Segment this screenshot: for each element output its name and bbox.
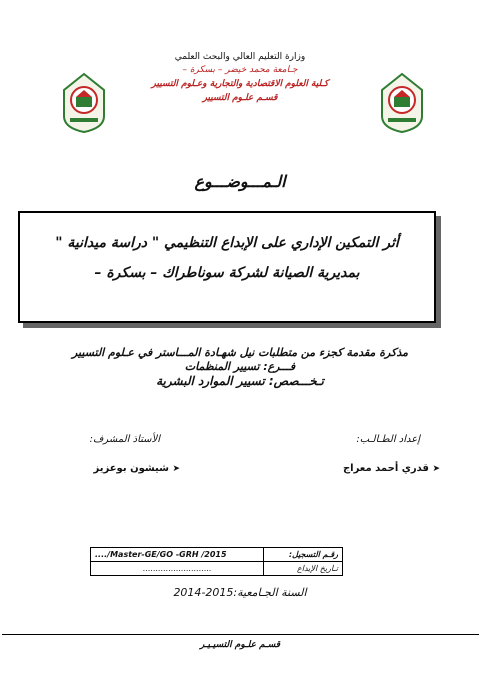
table-row: [91, 562, 343, 576]
department-line: قسـم علـوم التسيير: [202, 93, 278, 103]
registration-table: [90, 547, 343, 576]
thesis-title-line2: بمديرية الصيانة لشركة سوناطراك – بسكرة –: [94, 265, 360, 281]
registration-number: ..../Master-GE/GO -GRH /2015: [91, 548, 264, 562]
title-box: [18, 211, 436, 323]
student-name: قدري أحمد معراج: [342, 463, 429, 474]
ministry-line: وزارة التعليم العالي والبحث العلمي: [174, 52, 306, 62]
table-row: [91, 548, 343, 562]
arrow-bullet-icon: ➤: [432, 464, 440, 474]
arrow-bullet-icon: ➤: [172, 464, 180, 474]
deposit-date: ...........................: [91, 562, 264, 576]
footer-divider: [2, 634, 479, 635]
university-logo-left: [60, 72, 108, 134]
university-line: جـامعة محمد خيضر – بسكرة –: [182, 65, 298, 75]
footer-department: قسـم علـوم التسيـيـر: [199, 640, 281, 650]
supervisor-name: شيشون بوعزيز: [93, 463, 169, 474]
student-entry: [310, 463, 440, 474]
branch-line: فـــرع: تسيير المنظمات: [184, 360, 296, 373]
registration-label: رقـم التسجيل:: [264, 548, 343, 562]
supervisor-label: الأستاذ المشرف:: [89, 434, 160, 445]
faculty-line: كـلية العلوم الاقتصادية والتجارية وعـلوم التسيير: [151, 79, 329, 89]
supervisor-entry: [70, 463, 180, 474]
specialty-line: تـخـــصص: تسيير الموارد البشرية: [156, 374, 324, 388]
memo-description: مذكرة مقدمة كجزء من متطلبات نيل شهـادة المـــاستر في عـلوم التسيير: [71, 346, 409, 359]
academic-year: السنة الجـامعية:2015-2014: [173, 586, 307, 599]
student-label: إعداد الطـالـب:: [356, 434, 420, 445]
university-logo-right: [378, 72, 426, 134]
thesis-title-line1: أثر التمكين الإداري على الإبداع التنظيمي " دراسة ميدانية ": [55, 235, 399, 251]
subject-label: الـمـــوضـــوع: [194, 172, 286, 191]
deposit-label: تـاريخ الإيداع: [264, 562, 343, 576]
